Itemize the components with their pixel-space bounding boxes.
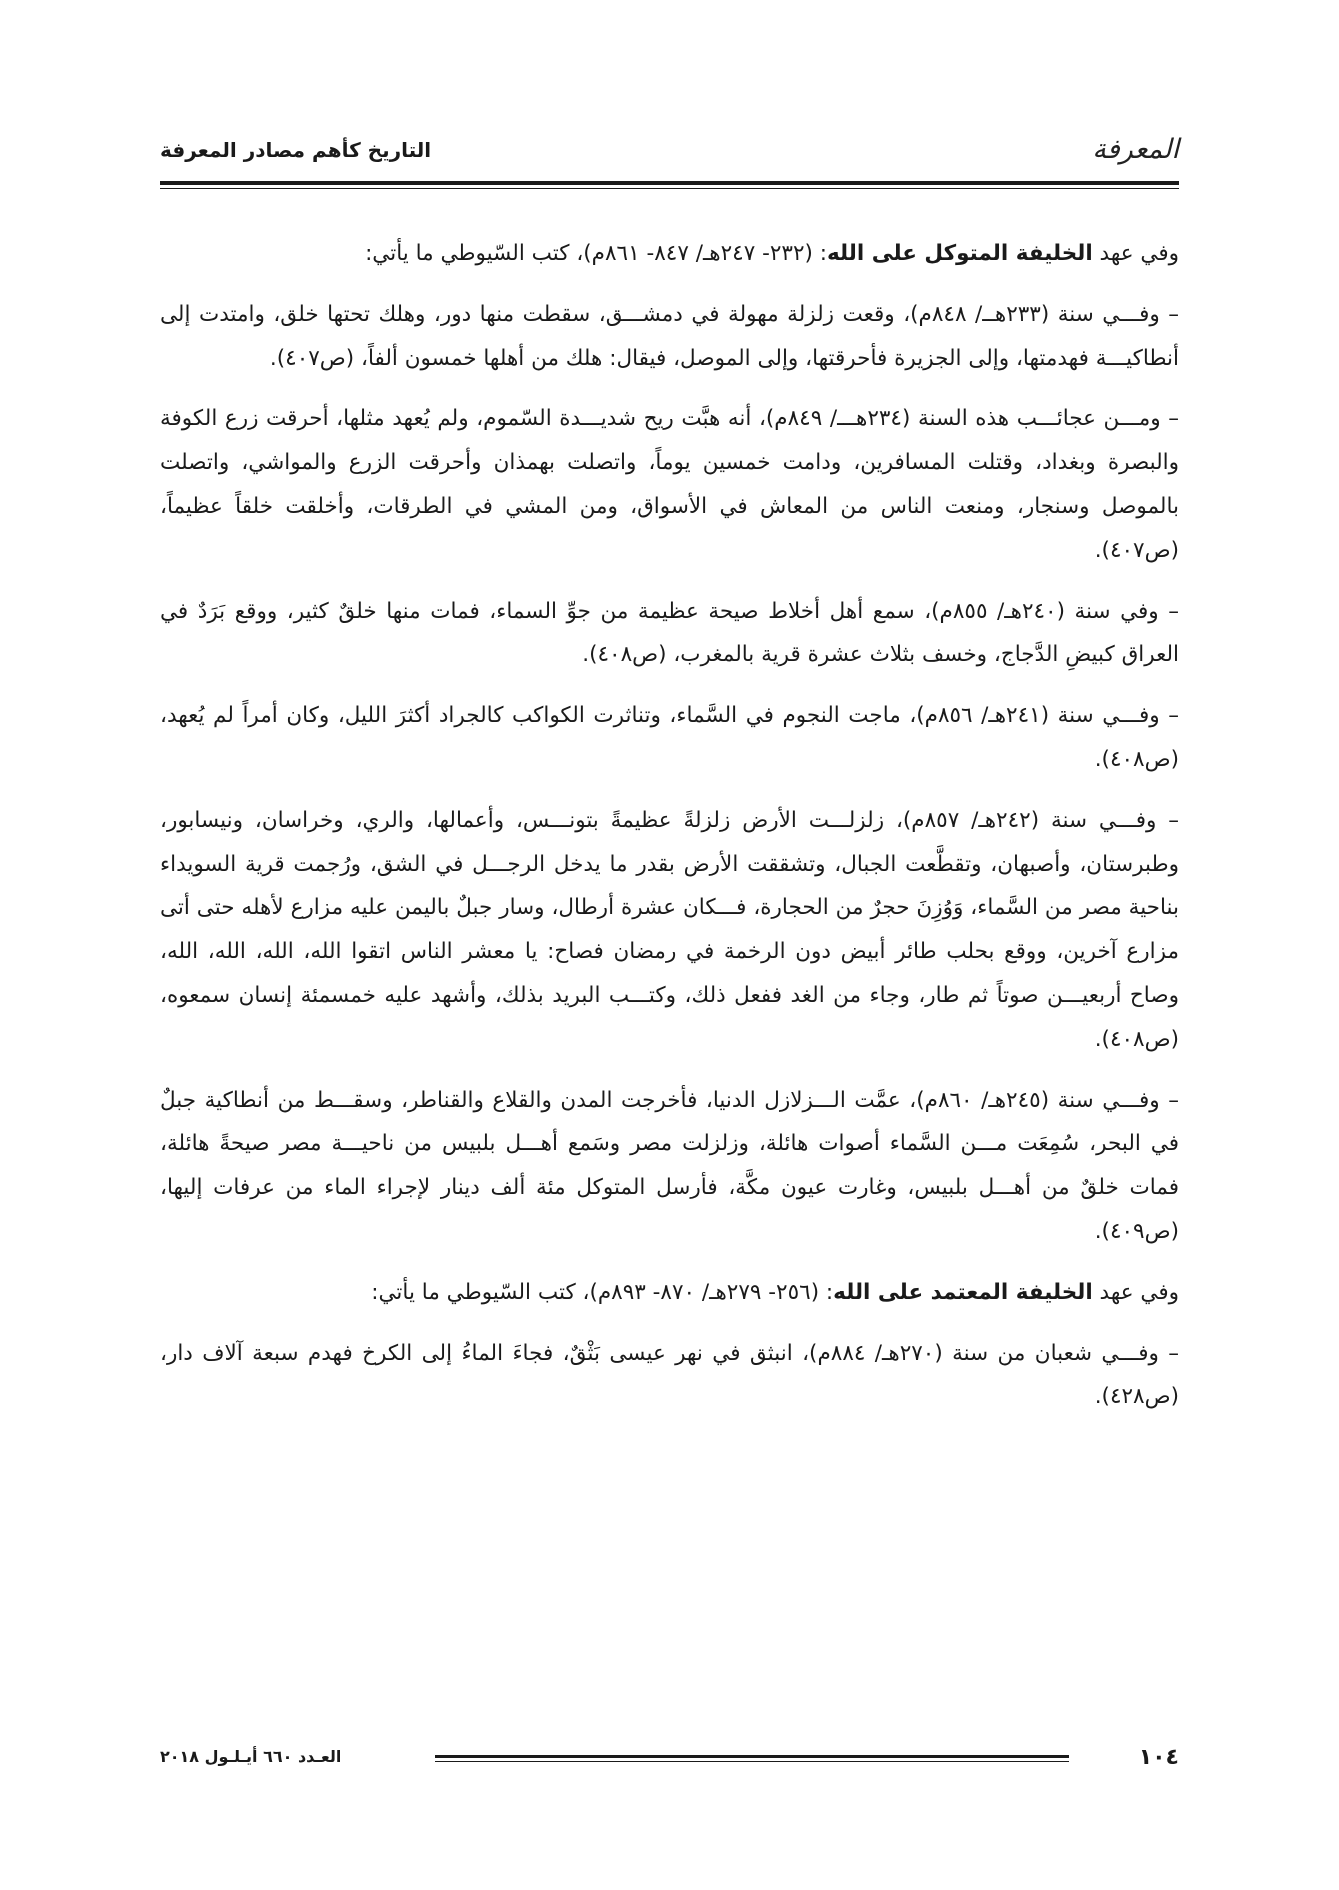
paragraph: وفي عهد الخليفة المتوكل على الله: (٢٣٢- ٢٤٧هـ/ ٨٤٧- ٨٦١م)، كتب السّيوطي ما يأتي: <box>365 241 1179 266</box>
header-rule-thin <box>160 188 1179 189</box>
paragraph: – وفـــي سنة (٢٤٢هـ/ ٨٥٧م)، زلزلـــت الأرض زلزلةً عظيمةً بتونـــس، وأعمالها، والري، وخراسان، ونيسابور، وطبرستان، وأصبهان، وتقطَّعت الجبال، وتشققت الأرض بقدر ما يدخل الرجـــل في الشق، ورُجمت قرية السويداء بناحية مصر من السَّماء، وَوُزِنَ حجرٌ من الحجارة، فـــكان عشرة أرطال، وسار جبلٌ باليمن عليه مزارع لأهله حتى أتى مزارع آخرين، ووقع بحلب طائر أبيض دون الرخمة في رمضان فصاح: يا معشر الناس اتقوا الله، الله، الله، الله، وصاح أربعيـــن صوتاً ثم طار، وجاء من الغد ففعل ذلك، وكتـــب البريد بذلك، وأشهد عليه خمسمئة إنسان سمعوه، (ص٤٠٨). <box>160 807 1179 1052</box>
page-footer <box>160 1745 1179 1775</box>
paragraph: – وفـــي شعبان من سنة (٢٧٠هـ/ ٨٨٤م)، انبثق في نهر عيسى بَثْقٌ، فجاءَ الماءُ إلى الكرخ فهدم سبعة آلاف دار، (ص٤٢٨). <box>160 1340 1179 1410</box>
paragraph: – ومـــن عجائـــب هذه السنة (٢٣٤هـــ/ ٨٤٩م)، أنه هبَّت ريح شديـــدة السّموم، ولم يُعهد مثلها، أحرقت زرع الكوفة والبصرة وبغداد، وقتلت المسافرين، ودامت خمسين يوماً، واتصلت بهمذان وأحرقت الزرع والمواشي، واتصلت بالموصل وسنجار، ومنعت الناس من المعاش في الأسواق، ومن المشي في الطرقات، وأخلقت خلقاً عظيماً، (ص٤٠٧). <box>160 406 1180 563</box>
journal-logo: المعرفة <box>1092 134 1179 165</box>
paragraph: وفي عهد الخليفة المعتمد على الله: (٢٥٦- ٢٧٩هـ/ ٨٧٠- ٨٩٣م)، كتب السّيوطي ما يأتي: <box>371 1279 1179 1305</box>
paragraph: – وفـــي سنة (٢٤١هـ/ ٨٥٦م)، ماجت النجوم في السَّماء، وتناثرت الكواكب كالجراد أكثرَ الليل، وكان أمراً لم يُعهد، (ص٤٠٨). <box>160 703 1179 772</box>
footer-rule-thick <box>435 1755 1069 1758</box>
caliph-name: الخليفة المعتمد على الله <box>833 1279 1093 1305</box>
paragraph: – وفـــي سنة (٢٤٥هـ/ ٨٦٠م)، عمَّت الـــزلازل الدنيا، فأخرجت المدن والقلاع والقناطر، وسقـــط من أنطاكية جبلٌ في البحر، سُمِعَت مـــن السَّماء أصوات هائلة، وزلزلت مصر وسَمع أهـــل بلبيس من ناحيـــة مصر صيحةً هائلة، فمات خلقٌ من أهـــل بلبيس، وغارت عيون مكَّة، فأرسل المتوكل مئة ألف دينار لإجراء الماء من عرفات إليها، (ص٤٠٩). <box>160 1087 1179 1244</box>
paragraph: – وفي سنة (٢٤٠هـ/ ٨٥٥م)، سمع أهل أخلاط صيحة عظيمة من جوِّ السماء، فمات منها خلقٌ كثير، ووقع بَرَدٌ في العراق كبيضِ الدَّجاج، وخسف بثلاث عشرة قرية بالمغرب، (ص٤٠٨). <box>160 598 1179 668</box>
page-number: ١٠٤ <box>1138 1745 1179 1770</box>
header-rule-thick <box>160 181 1179 185</box>
page-header <box>160 128 1179 178</box>
article-body <box>160 232 1179 1436</box>
caliph-name: الخليفة المتوكل على الله <box>826 241 1093 266</box>
paragraph: – وفـــي سنة (٢٣٣هــ/ ٨٤٨م)، وقعت زلزلة مهولة في دمشـــق، سقطت منها دور، وهلك تحتها خلق، وامتدت إلى أنطاكيـــة فهدمتها، وإلى الجزيرة فأحرقتها، وإلى الموصل، فيقال: هلك من أهلها خمسون ألفاً، (ص٤٠٧). <box>160 301 1180 371</box>
running-title: التاريخ كأهم مصادر المعرفة <box>160 138 432 162</box>
footer-rule-thin <box>435 1761 1069 1762</box>
issue-info: العـدد ٦٦٠ أيـلـول ٢٠١٨ <box>160 1747 342 1766</box>
